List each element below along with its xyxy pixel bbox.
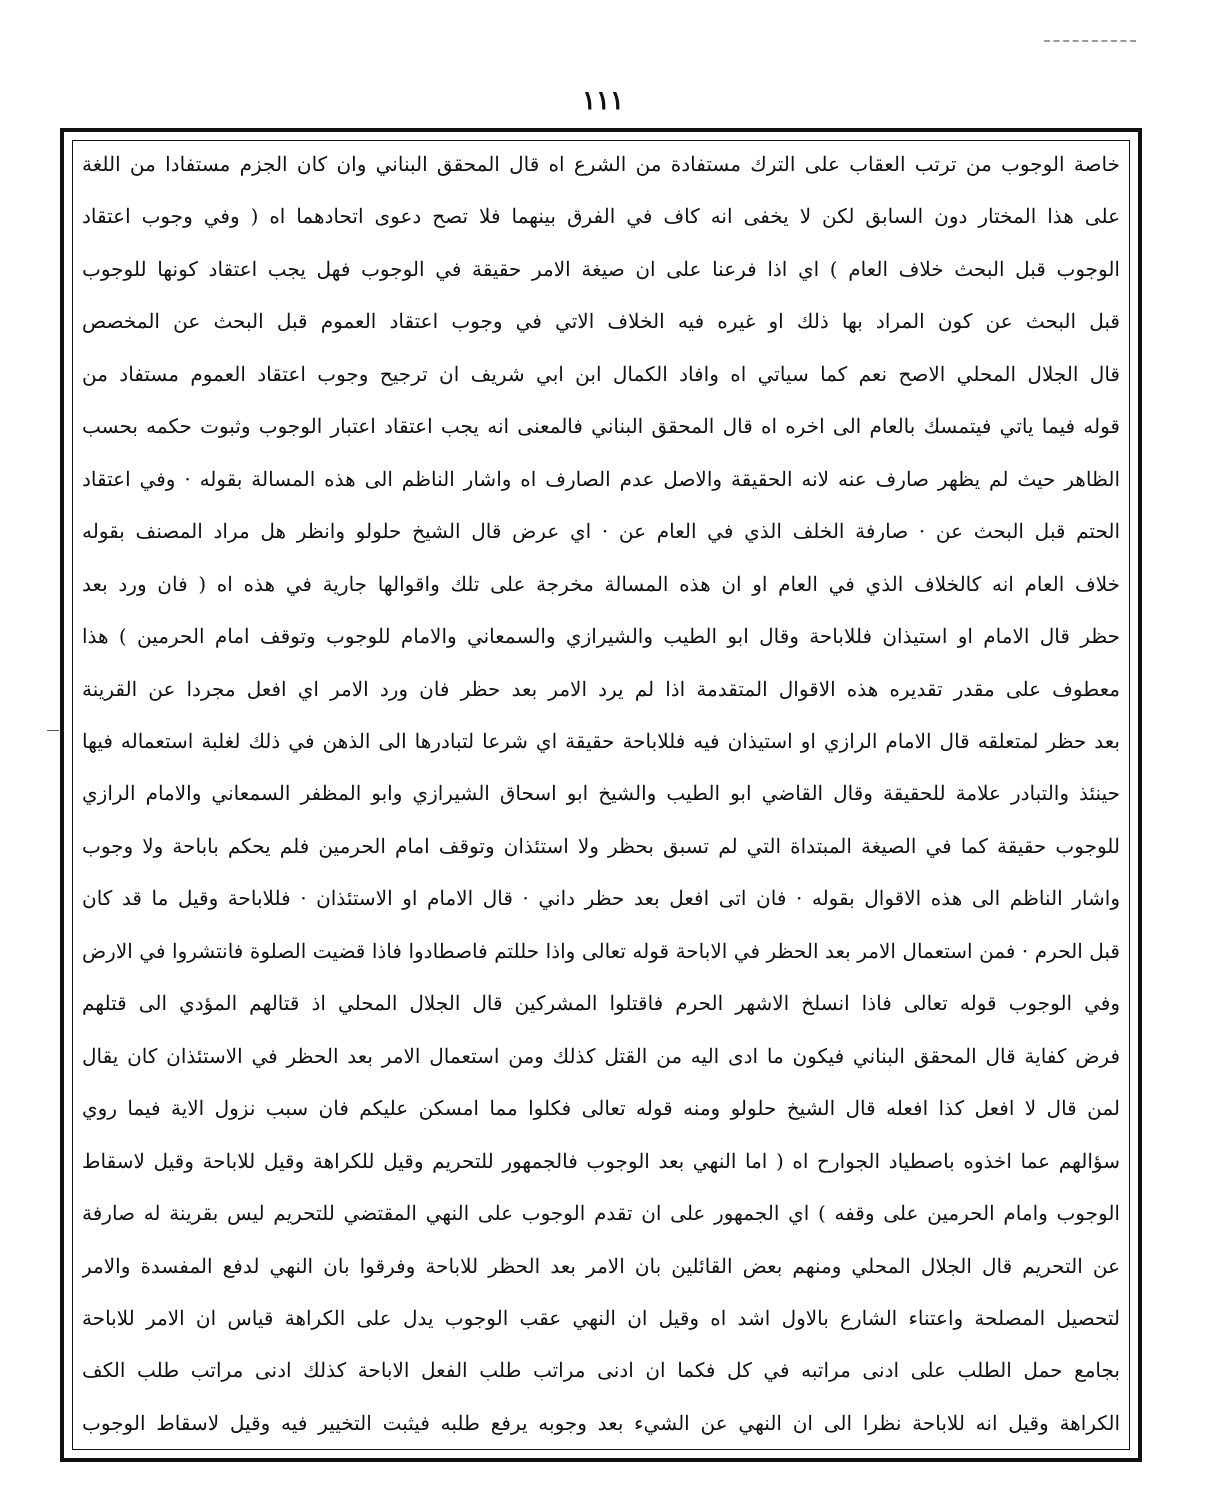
margin-mark xyxy=(47,730,59,731)
text-line: لمن قال لا افعل كذا افعله قال الشيخ حلولو ومنه قوله تعالى فكلوا مما امسكن عليكم فان سبب نزول الاية فيما روي xyxy=(82,1096,1120,1121)
text-line: خلاف العام انه كالخلاف الذي في العام او ان هذه المسالة مخرجة على تلك واقوالها جارية في هذه اه ( فان ورد بعد xyxy=(82,571,1120,596)
text-line: الكراهة وقيل انه للاباحة نظرا الى ان النهي عن الشيء بعد وجوبه يرفع طلبه فيثبت التخيير فيه وقيل لاسقاط الوجوب xyxy=(82,1410,1120,1435)
text-line: قال الجلال المحلي الاصح نعم كما سياتي اه وافاد الكمال ابن ابي شريف ان ترجيح وجوب اعتقاد العموم مستفاد من xyxy=(82,361,1120,386)
body-text xyxy=(82,144,1120,1444)
text-line: واشار الناظم الى هذه الاقوال بقوله · فان اتى افعل بعد حظر داني · قال الامام او الاستئذان · فللاباحة وقيل ما قد كان xyxy=(82,886,1120,911)
text-line: خاصة الوجوب من ترتب العقاب على الترك مستفادة من الشرع اه قال المحقق البناني وان كان الجزم مستفادا من اللغة xyxy=(82,152,1120,176)
text-line: سؤالهم عما اخذوه باصطياد الجوارح اه ( اما النهي بعد الوجوب فالجمهور للتحريم وقيل للكراهة وقيل للاباحة وقيل لاسقاط xyxy=(82,1148,1120,1173)
text-line: حظر قال الامام او استيذان فللاباحة وقال ابو الطيب والشيرازي والسمعاني والامام للوجوب وتوقف امام الحرمين ) هذا xyxy=(82,624,1120,649)
text-line: للوجوب حقيقة كما في الصيغة المبتداة التي لم تسبق بحظر ولا استئذان وتوقف امام الحرمين فلم يحكم باباحة ولا وجوب xyxy=(82,833,1120,858)
text-line: على هذا المختار دون السابق لكن لا يخفى انه كاف في الفرق بينهما فلا تصح دعوى اتحادهما اه ( وفي وجوب اعتقاد xyxy=(82,204,1120,229)
text-line: معطوف على مقدر تقديره هذه الاقوال المتقدمة اذا لم يرد الامر بعد حظر فان ورد الامر اي افعل مجردا عن القرينة xyxy=(82,676,1120,701)
text-line: فرض كفاية قال المحقق البناني فيكون ما ادى اليه من القتل كذلك ومن استعمال الامر بعد الحظر في الاستئذان كان يقال xyxy=(82,1043,1120,1068)
text-line: لتحصيل المصلحة واعتناء الشارع بالاول اشد اه وقيل ان النهي عقب الوجوب يدل على الكراهة قياس ان الامر للاباحة xyxy=(82,1305,1120,1330)
text-line: حينئذ والتبادر علامة للحقيقة وقال القاضي ابو الطيب والشيخ ابو اسحاق الشيرازي وابو المظفر السمعاني والامام الرازي xyxy=(82,781,1120,806)
text-line: قبل البحث عن كون المراد بها ذلك او غيره فيه الخلاف الاتي في وجوب اعتقاد العموم قبل البحث عن المخصص xyxy=(82,309,1120,334)
text-line: قوله فيما ياتي فيتمسك بالعام الى اخره اه قال المحقق البناني فالمعنى انه يجب اعتقاد اعتبار الوجوب وثبوت حكمه بحسب xyxy=(82,414,1120,439)
text-line: قبل الحرم · فمن استعمال الامر بعد الحظر في الاباحة قوله تعالى واذا حللتم فاصطادوا فاذا قضيت الصلوة فانتشروا في الارض xyxy=(82,938,1120,963)
text-line: الظاهر حيث لم يظهر صارف عنه لانه الحقيقة والاصل عدم الصارف اه واشار الناظم الى هذه المسالة بقوله · وفي اعتقاد xyxy=(82,466,1120,491)
text-line: بجامع حمل الطلب على ادنى مراتبه في كل فكما ان ادنى مراتب طلب الفعل الاباحة كذلك ادنى مراتب طلب الكف xyxy=(82,1358,1120,1383)
header-rule xyxy=(1044,40,1136,42)
text-line: وفي الوجوب قوله تعالى فاذا انسلخ الاشهر الحرم فاقتلوا المشركين قال الجلال المحلي اذ قتالهم المؤدي الى قتلهم xyxy=(82,991,1120,1016)
text-line: عن التحريم قال الجلال المحلي ومنهم بعض القائلين بان الامر بعد الحظر للاباحة وفرقوا بان النهي لدفع المفسدة والامر xyxy=(82,1253,1120,1278)
text-line: الوجوب قبل البحث خلاف العام ) اي اذا فرعنا على ان صيغة الامر حقيقة في الوجوب فهل يجب اعتقاد كونها للوجوب xyxy=(82,256,1120,281)
text-line: الوجوب وامام الحرمين على وقفه ) اي الجمهور على ان تقدم الوجوب على النهي المقتضي للتحريم ليس بقرينة له صارفة xyxy=(82,1201,1120,1226)
text-line: الحتم قبل البحث عن · صارفة الخلف الذي في العام عن · اي عرض قال الشيخ حلولو وانظر هل مراد المصنف بقوله xyxy=(82,519,1120,544)
text-line: بعد حظر لمتعلقه قال الامام الرازي او استيذان فيه فللاباحة حقيقة اي شرعا لتبادرها الى الذهن في ذلك لغلبة استعماله فيها xyxy=(82,728,1120,753)
page-number: ١١١ xyxy=(582,86,624,116)
page-frame xyxy=(60,128,1142,1462)
